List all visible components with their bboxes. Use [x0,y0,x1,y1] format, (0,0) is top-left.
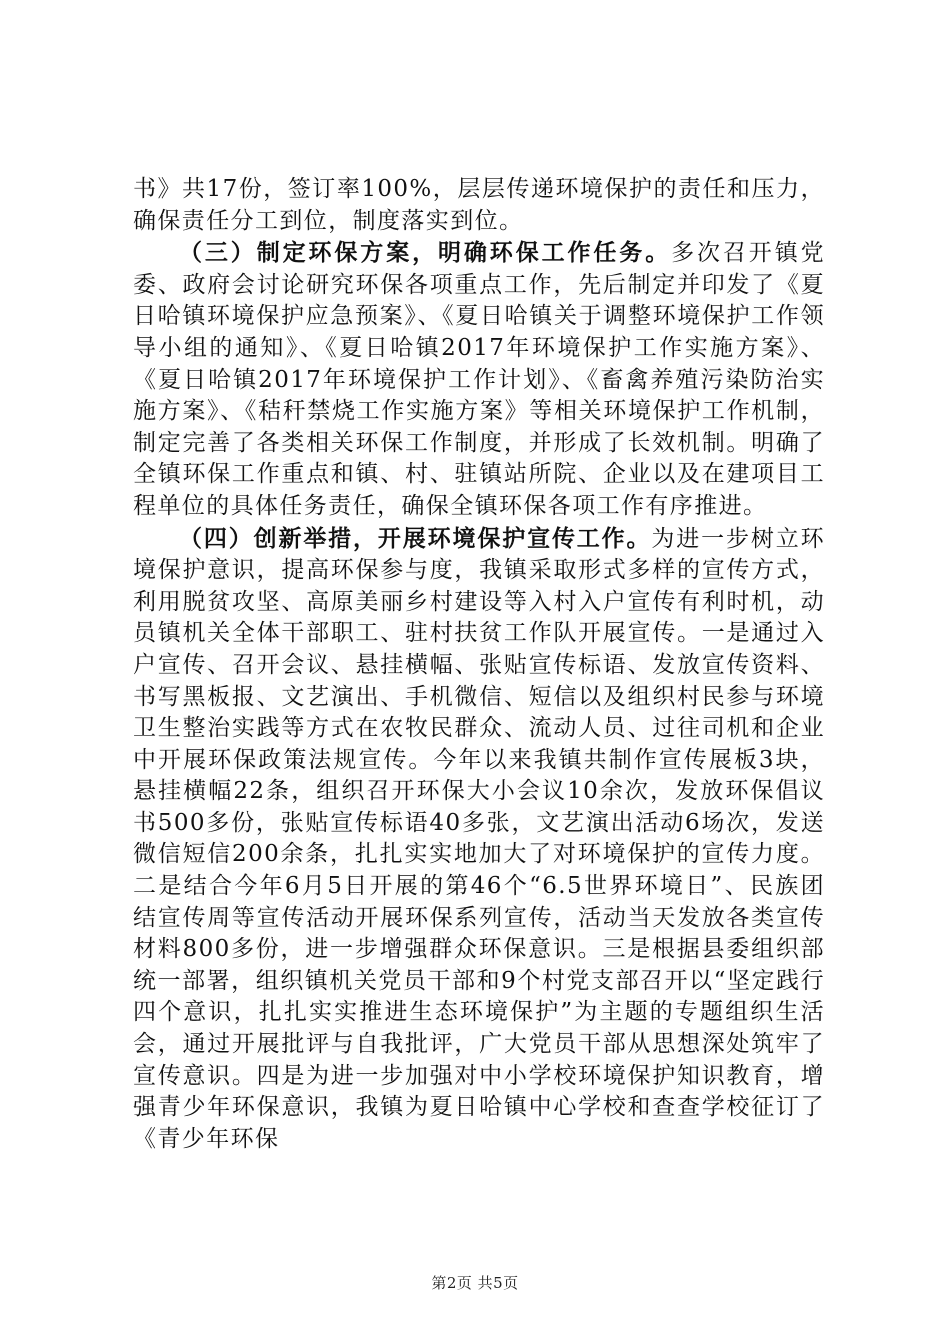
paragraph-section-three [133,237,825,522]
paragraph-continuation [133,174,825,237]
section-heading: （四）创新举措，开展环境保护宣传工作。 [179,524,652,552]
paragraph-text: 书》共17份，签订率100%，层层传递环境保护的责任和压力，确保责任分工到位，制度落实到位。 [133,176,825,234]
page-number-footer: 第2页 共5页 [431,1274,519,1292]
paragraph-text: 多次召开镇党委、政府会讨论研究环保各项重点工作，先后制定并印发了《夏日哈镇环境保护应急预案》、《夏日哈镇关于调整环境保护工作领导小组的通知》、《夏日哈镇2017年环境保护工作实施方案》、《夏日哈镇2017年环境保护工作计划》、《畜禽养殖污染防治实施方案》、《秸秆禁烧工作实施方案》等相关环境保护工作机制，制定完善了各类相关环保工作制度，并形成了长效机制。明确了全镇环保工作重点和镇、村、驻镇站所院、企业以及在建项目工程单位的具体任务责任，确保全镇环保各项工作有序推进。 [133,240,825,519]
section-heading: （三）制定环保方案，明确环保工作任务。 [179,239,672,267]
document-body [133,174,825,1155]
paragraph-text: 为进一步树立环境保护意识，提高环保参与度，我镇采取形式多样的宣传方式，利用脱贫攻坚、高原美丽乡村建设等入村入户宣传有利时机，动员镇机关全体干部职工、驻村扶贫工作队开展宣传。一是通过入户宣传、召开会议、悬挂横幅、张贴宣传标语、发放宣传资料、书写黑板报、文艺演出、手机微信、短信以及组织村民参与环境卫生整治实践等方式在农牧民群众、流动人员、过往司机和企业中开展环保政策法规宣传。今年以来我镇共制作宣传展板3块，悬挂横幅22条，组织召开环保大小会议10余次，发放环保倡议书500多份，张贴宣传标语40多张，文艺演出活动6场次，发送微信短信200余条，扎扎实实地加大了对环境保护的宣传力度。二是结合今年6月5日开展的第46个“6.5世界环境日”、民族团结宣传周等宣传活动开展环保系列宣传，活动当天发放各类宣传材料800多份，进一步增强群众环保意识。三是根据县委组织部统一部署，组织镇机关党员干部和9个村党支部召开以“坚定践行四个意识，扎扎实实推进生态环境保护”为主题的专题组织生活会，通过开展批评与自我批评，广大党员干部从思想深处筑牢了宣传意识。四是为进一步加强对中小学校环境保护知识教育，增强青少年环保意识，我镇为夏日哈镇中心学校和查查学校征订了《青少年环保 [133,525,825,1152]
paragraph-section-four [133,523,825,1156]
